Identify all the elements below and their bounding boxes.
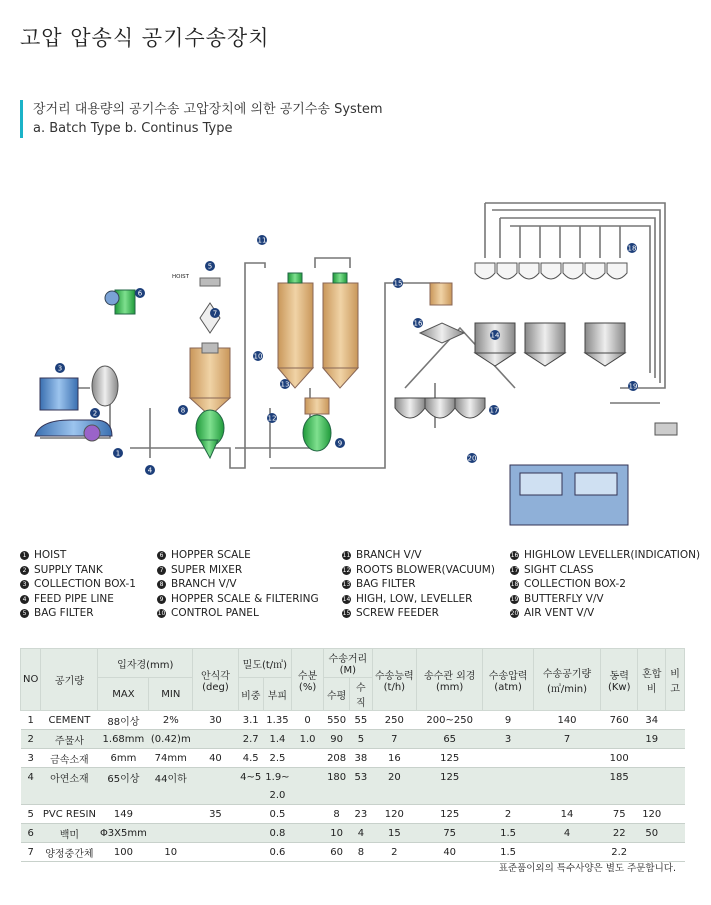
table-cell-remark (666, 749, 685, 768)
marker-2: 2 (92, 409, 98, 418)
table-cell-capacity: 2 (372, 843, 416, 862)
table-cell-h: 180 (324, 768, 350, 787)
table-row (21, 749, 685, 768)
table-cell-max (98, 786, 149, 805)
header-particle-max: MAX (98, 678, 149, 711)
table-cell-capacity: 250 (372, 711, 416, 730)
table-cell-moisture (292, 824, 324, 843)
spec-table (20, 648, 685, 862)
table-cell-angle: 40 (193, 749, 238, 768)
table-cell-capacity: 16 (372, 749, 416, 768)
table-cell-angle (193, 786, 238, 805)
table-cell-v: 55 (350, 711, 372, 730)
table-cell-power: 760 (601, 711, 638, 730)
table-cell-remark (666, 786, 685, 805)
header-distance-h: 수평 (324, 678, 350, 711)
table-cell-v: 38 (350, 749, 372, 768)
collection-box-1-shape (40, 378, 78, 410)
legend-item: 19 BUTTERFLY V/V (510, 592, 604, 605)
table-cell-capacity: 15 (372, 824, 416, 843)
table-cell-pipe: 125 (417, 749, 483, 768)
table-cell-mix: 34 (638, 711, 666, 730)
marker-18: 18 (627, 244, 637, 253)
marker-11: 11 (257, 236, 267, 245)
marker-7: 7 (212, 309, 218, 318)
table-cell-power: 100 (601, 749, 638, 768)
header-material: 공기량 (41, 649, 98, 711)
header-particle: 입자경(mm) (98, 649, 193, 678)
hoist-label: HOIST (172, 274, 189, 280)
marker-20: 20 (467, 454, 477, 463)
table-cell-sg (238, 805, 263, 824)
table-cell-pressure: 1.5 (483, 824, 534, 843)
table-cell-material: 아연소재 (41, 768, 98, 787)
table-header (21, 649, 685, 711)
subtitle-line-1: 장거리 대용량의 공기수송 고압장치에 의한 공기수송 System (33, 102, 383, 117)
table-cell-moisture (292, 786, 324, 805)
legend-item: 13 BAG FILTER (342, 578, 416, 591)
table-cell-sg (238, 786, 263, 805)
table-cell-pressure: 2 (483, 805, 534, 824)
legend-column-3 (342, 548, 495, 621)
table-cell-min (149, 805, 193, 824)
table-cell-no: 4 (21, 768, 41, 787)
legend-item: 18 COLLECTION BOX-2 (510, 578, 626, 591)
table-cell-v: 8 (350, 843, 372, 862)
table-cell-power (601, 730, 638, 749)
table-cell-moisture (292, 805, 324, 824)
table-cell-min (149, 786, 193, 805)
header-density: 밀도(t/㎥) (238, 649, 291, 678)
table-cell-bulk: 0.8 (263, 824, 291, 843)
table-cell-moisture: 1.0 (292, 730, 324, 749)
marker-1: 1 (115, 449, 121, 458)
table-cell-angle: 35 (193, 805, 238, 824)
header-capacity: 수송능력 (t/h) (372, 649, 416, 711)
marker-17: 17 (489, 406, 499, 415)
legend-item: 17 SIGHT CLASS (510, 563, 594, 576)
header-airflow: 수송공기량 (㎥/min) (533, 649, 600, 711)
table-cell-material: CEMENT (41, 711, 98, 730)
marker-12: 12 (267, 414, 277, 423)
table-cell-no: 5 (21, 805, 41, 824)
table-cell-bulk: 1.35 (263, 711, 291, 730)
table-cell-airflow (533, 768, 600, 787)
header-distance: 수송거리(M) (324, 649, 373, 678)
subtitle-block (20, 100, 383, 138)
header-remark: 비고 (666, 649, 685, 711)
table-cell-sg (238, 824, 263, 843)
table-cell-sg: 2.7 (238, 730, 263, 749)
table-cell-power: 185 (601, 768, 638, 787)
marker-10: 10 (253, 352, 263, 361)
legend-item: 20 AIR VENT V/V (510, 607, 595, 620)
table-cell-remark (666, 824, 685, 843)
table-cell-h: 208 (324, 749, 350, 768)
table-cell-min: 74mm (149, 749, 193, 768)
table-cell-angle (193, 768, 238, 787)
legend-item: 12 ROOTS BLOWER(VACUUM) (342, 563, 495, 576)
table-row (21, 786, 685, 805)
marker-4: 4 (147, 466, 153, 475)
table-cell-bulk: 1.9~ (263, 768, 291, 787)
header-density-sg: 비중 (238, 678, 263, 711)
table-cell-bulk: 1.4 (263, 730, 291, 749)
marker-16: 16 (413, 319, 423, 328)
legend-item: 15 SCREW FEEDER (342, 607, 439, 620)
table-cell-pressure (483, 749, 534, 768)
footnote: 표준품이외의 특수사양은 별도 주문합니다. (498, 863, 676, 874)
table-cell-bulk: 0.6 (263, 843, 291, 862)
header-particle-min: MIN (149, 678, 193, 711)
table-cell-min: (0.42)m (149, 730, 193, 749)
legend-column-1 (20, 548, 136, 621)
table-cell-sg: 4.5 (238, 749, 263, 768)
subtitle-line-2: a. Batch Type b. Continus Type (33, 121, 233, 136)
table-cell-remark (666, 805, 685, 824)
table-cell-no: 3 (21, 749, 41, 768)
table-cell-angle (193, 824, 238, 843)
table-cell-mix: 19 (638, 730, 666, 749)
table-cell-sg: 4~5 (238, 768, 263, 787)
table-cell-no: 6 (21, 824, 41, 843)
table-cell-material: 금속소재 (41, 749, 98, 768)
table-cell-max: 65이상 (98, 768, 149, 787)
header-mix: 혼합비 (638, 649, 666, 711)
table-cell-min (149, 824, 193, 843)
table-cell-v: 4 (350, 824, 372, 843)
table-cell-pipe: 40 (417, 843, 483, 862)
table-cell-capacity: 20 (372, 768, 416, 787)
table-cell-angle (193, 730, 238, 749)
table-cell-max: Φ3X5mm (98, 824, 149, 843)
table-cell-airflow: 14 (533, 805, 600, 824)
table-cell-capacity (372, 786, 416, 805)
table-cell-pressure: 1.5 (483, 843, 534, 862)
table-cell-material (41, 786, 98, 805)
table-cell-mix (638, 786, 666, 805)
table-row (21, 843, 685, 862)
marker-6: 6 (137, 289, 143, 298)
table-row (21, 730, 685, 749)
table-row (21, 711, 685, 730)
table-cell-h: 60 (324, 843, 350, 862)
legend-item: 9 HOPPER SCALE & FILTERING (157, 592, 319, 607)
table-cell-moisture (292, 768, 324, 787)
process-diagram (20, 188, 690, 528)
legend-item: 2 SUPPLY TANK (20, 563, 136, 578)
table-cell-min: 44이하 (149, 768, 193, 787)
table-cell-remark (666, 730, 685, 749)
legend-item: 16 HIGHLOW LEVELLER(INDICATION) (510, 549, 701, 561)
table-cell-h: 550 (324, 711, 350, 730)
legend-item: 4 FEED PIPE LINE (20, 592, 136, 607)
header-pressure: 수송압력 (atm) (483, 649, 534, 711)
table-cell-max: 88이상 (98, 711, 149, 730)
marker-3: 3 (57, 364, 63, 373)
table-cell-pipe: 125 (417, 805, 483, 824)
legend-item: 11 BRANCH V/V (342, 549, 422, 561)
marker-9: 9 (337, 439, 343, 448)
header-pipe: 송수관 외경 (mm) (417, 649, 483, 711)
table-cell-min: 2% (149, 711, 193, 730)
table-body (21, 711, 685, 862)
table-cell-airflow: 7 (533, 730, 600, 749)
table-cell-pipe (417, 786, 483, 805)
header-distance-v: 수직 (350, 678, 372, 711)
table-cell-pressure: 9 (483, 711, 534, 730)
table-cell-angle (193, 843, 238, 862)
legend-item: 5 BAG FILTER (20, 606, 136, 621)
table-cell-airflow (533, 749, 600, 768)
table-cell-h: 10 (324, 824, 350, 843)
table-cell-mix: 50 (638, 824, 666, 843)
table-cell-moisture: 0 (292, 711, 324, 730)
marker-19: 19 (628, 382, 638, 391)
marker-5: 5 (207, 262, 213, 271)
header-no: NO (21, 649, 41, 711)
table-cell-no: 1 (21, 711, 41, 730)
table-cell-sg (238, 843, 263, 862)
table-cell-no: 2 (21, 730, 41, 749)
table-cell-mix: 120 (638, 805, 666, 824)
legend-item: 10 CONTROL PANEL (157, 607, 259, 620)
table-cell-power (601, 786, 638, 805)
table-cell-moisture (292, 749, 324, 768)
table-cell-airflow: 140 (533, 711, 600, 730)
header-density-bulk: 부피 (263, 678, 291, 711)
table-cell-remark (666, 768, 685, 787)
table-cell-no (21, 786, 41, 805)
table-cell-h: 8 (324, 805, 350, 824)
marker-8: 8 (180, 406, 186, 415)
table-cell-pipe: 125 (417, 768, 483, 787)
table-cell-angle: 30 (193, 711, 238, 730)
table-cell-material: PVC RESIN (41, 805, 98, 824)
table-cell-power: 2.2 (601, 843, 638, 862)
table-cell-bulk: 2.0 (263, 786, 291, 805)
table-cell-h (324, 786, 350, 805)
table-cell-pipe: 200~250 (417, 711, 483, 730)
table-cell-airflow (533, 843, 600, 862)
table-cell-v: 53 (350, 768, 372, 787)
table-cell-max: 100 (98, 843, 149, 862)
table-cell-pressure (483, 768, 534, 787)
table-cell-max: 6mm (98, 749, 149, 768)
legend-item: 1 HOIST (20, 548, 136, 563)
table-cell-h: 90 (324, 730, 350, 749)
table-cell-remark (666, 843, 685, 862)
table-cell-sg: 3.1 (238, 711, 263, 730)
table-cell-remark (666, 711, 685, 730)
legend-column-4 (510, 548, 700, 621)
table-cell-bulk: 2.5 (263, 749, 291, 768)
page-title: 고압 압송식 공기수송장치 (20, 26, 270, 50)
header-moisture: 수분 (%) (292, 649, 324, 711)
legend-item: 14 HIGH, LOW, LEVELLER (342, 592, 473, 605)
table-cell-pressure (483, 786, 534, 805)
table-cell-power: 22 (601, 824, 638, 843)
table-cell-v (350, 786, 372, 805)
legend-item: 8 BRANCH V/V (157, 577, 319, 592)
table-cell-material: 양정중간체 (41, 843, 98, 862)
table-cell-capacity: 120 (372, 805, 416, 824)
table-cell-mix (638, 749, 666, 768)
header-power: 동력 (Kw) (601, 649, 638, 711)
table-cell-no: 7 (21, 843, 41, 862)
table-cell-airflow (533, 786, 600, 805)
table-cell-capacity: 7 (372, 730, 416, 749)
legend-item: 7 SUPER MIXER (157, 563, 319, 578)
table-cell-bulk: 0.5 (263, 805, 291, 824)
table-cell-max: 149 (98, 805, 149, 824)
table-cell-mix (638, 843, 666, 862)
table-cell-v: 23 (350, 805, 372, 824)
legend-item: 3 COLLECTION BOX-1 (20, 577, 136, 592)
table-cell-pipe: 65 (417, 730, 483, 749)
table-cell-material: 백미 (41, 824, 98, 843)
table-cell-pipe: 75 (417, 824, 483, 843)
table-cell-mix (638, 768, 666, 787)
marker-14: 14 (490, 331, 500, 340)
legend-item: 6 HOPPER SCALE (157, 548, 319, 563)
table-cell-power: 75 (601, 805, 638, 824)
marker-13: 13 (280, 380, 290, 389)
legend-column-2 (157, 548, 319, 621)
table-cell-moisture (292, 843, 324, 862)
table-row (21, 805, 685, 824)
table-cell-material: 주물사 (41, 730, 98, 749)
table-cell-pressure: 3 (483, 730, 534, 749)
header-angle: 안식각 (deg) (193, 649, 238, 711)
table-cell-v: 5 (350, 730, 372, 749)
marker-15: 15 (393, 279, 403, 288)
table-row (21, 768, 685, 787)
table-cell-max: 1.68mm (98, 730, 149, 749)
table-cell-airflow: 4 (533, 824, 600, 843)
table-row (21, 824, 685, 843)
table-cell-min: 10 (149, 843, 193, 862)
